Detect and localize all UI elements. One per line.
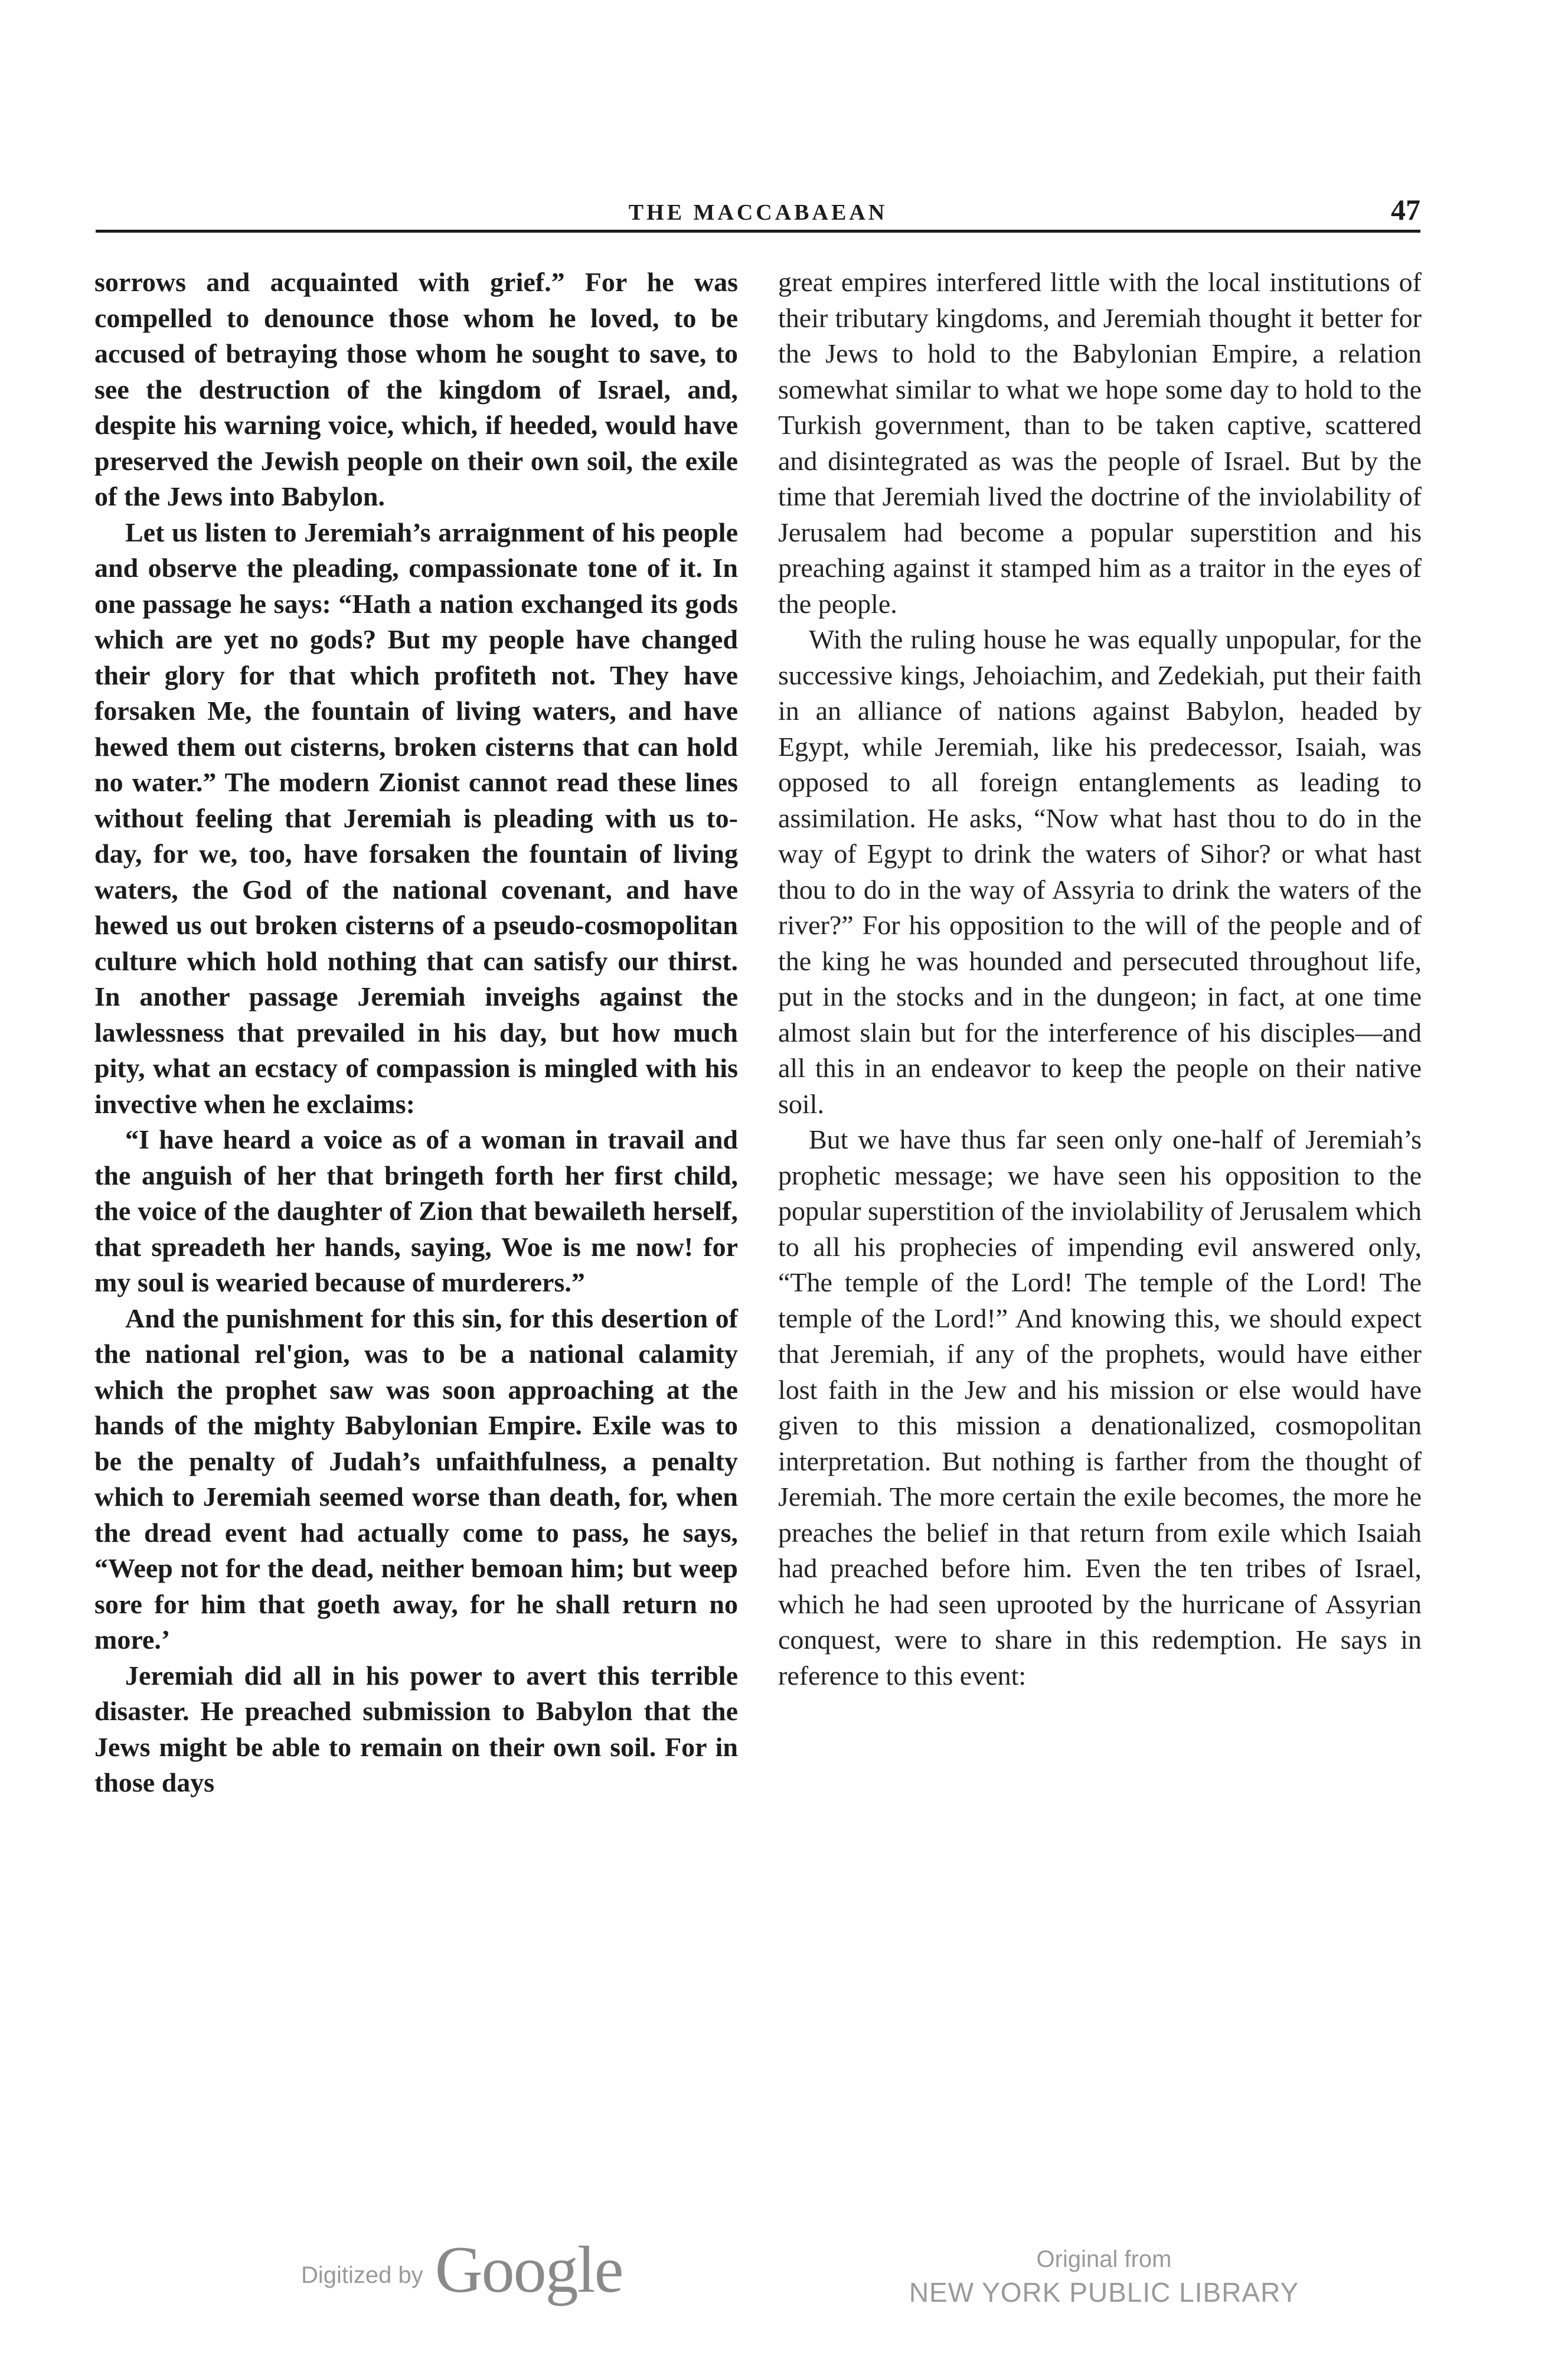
running-head — [96, 188, 1420, 235]
right-column — [778, 265, 1422, 1694]
paragraph: Jeremiah did all in his power to avert this terrible disaster. He preached submission to Babylon that the Jews might be able to remain on their own soil. For in those days — [94, 1660, 738, 1797]
digitized-by-text: Digitized by — [301, 2262, 423, 2288]
page-number: 47 — [1391, 193, 1420, 226]
library-name: NEW YORK PUBLIC LIBRARY — [909, 2277, 1299, 2308]
paragraph: Let us listen to Jeremiah’s arraignment of his people and observe the pleading, compassionate tone of it. In one passage he says: “Hath a nation exchanged its gods which are yet no gods? But my people have changed their glory for that which profiteth not. They have forsaken Me, the fountain of living waters, and have hewed them out cisterns, broken cisterns that can hold no water.” The modern Zionist cannot read these lines without feeling that Jeremiah is pleading with us to-day, for we, too, have forsaken the fountain of living waters, the God of the national covenant, and have hewed us out broken cisterns of a pseudo-cosmopolitan culture which hold nothing that can satisfy our thirst. In another passage Jeremiah inveighs against the lawlessness that prevailed in his day, but how much pity, what an ecstacy of compassion is mingled with his invective when he exclaims: — [94, 517, 738, 1119]
header-rule — [96, 230, 1420, 233]
paragraph: With the ruling house he was equally unpopular, for the successive kings, Jehoiachim, and Zedekiah, put their faith in an alliance of nations against Babylon, headed by Egypt, while Jeremiah, like his predecessor, Isaiah, was opposed to all foreign entanglements as leading to assimilation. He asks, “Now what hast thou to do in the way of Egypt to drink the waters of Sihor? or what hast thou to do in the way of Assyria to drink the waters of the river?” For his opposition to the will of the people and of the king he was hounded and persecuted throughout life, put in the stocks and in the dungeon; in fact, at one time almost slain but for the interference of his disciples—and all this in an endeavor to keep the people on their native soil. — [778, 624, 1422, 1119]
original-from-text: Original from — [1036, 2246, 1172, 2272]
journal-title: THE MACCABAEAN — [628, 200, 888, 225]
paragraph: great empires interfered little with the local institutions of their tributary kingdoms, and Jeremiah thought it better for the Jews to hold to the Babylonian Empire, a relation somewhat similar to what we hope some day to hold to the Turkish government, than to be taken captive, scattered and disintegrated as was the people of Israel. But by the time that Jeremiah lived the doctrine of the inviolability of Jerusalem had become a popular superstition and his preaching against it stamped him as a traitor in the eyes of the people. — [778, 267, 1422, 619]
left-column — [94, 265, 738, 1801]
quotation-paragraph: “I have heard a voice as of a woman in travail and the anguish of her that bringeth forth her first child, the voice of the daughter of Zion that bewaileth herself, that spreadeth her hands, saying, Woe is me now! for my soul is wearied because of murderers.” — [94, 1124, 738, 1297]
paragraph: And the punishment for this sin, for this desertion of the national rel'gion, was to be a national calamity which the prophet saw was soon approaching at the hands of the mighty Babylonian Empire. Exile was to be the penalty of Judah’s unfaithfulness, a penalty which to Jeremiah seemed worse than death, for, when the dread event had actually come to pass, he says, “Weep not for the dead, neither bemoan him; but weep sore for him that goeth away, for he shall return no more.’ — [94, 1303, 738, 1655]
paragraph: But we have thus far seen only one-half of Jeremiah’s prophetic message; we have seen his opposition to the popular superstition of the inviolability of Jerusalem which to all his prophecies of impending evil answered only, “The temple of the Lord! The temple of the Lord! The temple of the Lord!” And knowing this, we should expect that Jeremiah, if any of the prophets, would have either lost faith in the Jew and his mission or else would have given to this mission a denationalized, cosmopolitan interpretation. But nothing is farther from the thought of Jeremiah. The more certain the exile becomes, the more he preaches the belief in that return from exile which Isaiah had preached before him. Even the ten tribes of Israel, which he had seen uprooted by the hurricane of Assyrian conquest, were to share in this redemption. He says in reference to this event: — [778, 1124, 1422, 1691]
digitized-by-watermark — [301, 2220, 623, 2306]
google-logo: Google — [435, 2233, 623, 2306]
original-source-watermark — [897, 2244, 1311, 2310]
paragraph: sorrows and acquainted with grief.” For he was compelled to denounce those whom he loved, to be accused of betraying those whom he sought to save, to see the destruction of the kingdom of Israel, and, despite his warning voice, which, if heeded, would have preserved the Jewish people on their own soil, the exile of the Jews into Babylon. — [94, 267, 738, 511]
